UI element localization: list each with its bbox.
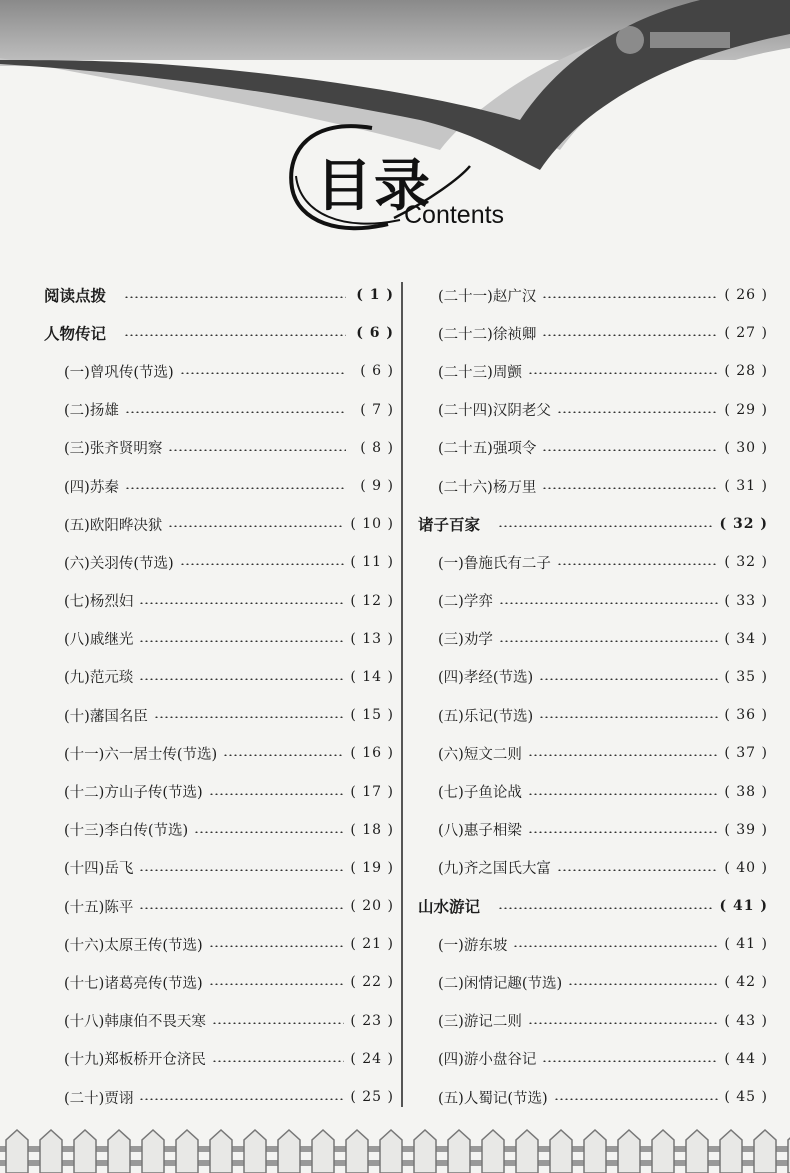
page-number: ( 40 ) — [724, 860, 768, 876]
dot-leader — [194, 831, 344, 833]
toc-entry[interactable] — [418, 276, 768, 314]
dot-leader — [528, 754, 719, 756]
page-number: ( 1 ) — [352, 287, 394, 303]
toc-section[interactable] — [418, 887, 768, 925]
toc-entry[interactable] — [418, 963, 768, 1001]
entry-title: (七)子鱼论战 — [438, 785, 522, 802]
toc-entry[interactable] — [44, 811, 394, 849]
page-number: ( 44 ) — [724, 1051, 768, 1067]
entry-title: (六)短文二则 — [438, 746, 522, 763]
page-number: ( 43 ) — [724, 1013, 768, 1029]
page-number: ( 36 ) — [724, 707, 768, 723]
entry-title: (五)人蜀记(节选) — [438, 1090, 548, 1107]
fence-picket — [652, 1130, 674, 1173]
entry-title: (三)劝学 — [438, 632, 493, 649]
fence-footer-decoration — [0, 1128, 790, 1173]
entry-title: (二十一)赵广汉 — [438, 288, 537, 305]
column-divider — [401, 282, 403, 1107]
toc-section[interactable] — [44, 276, 394, 314]
dot-leader — [542, 449, 718, 451]
dot-leader — [124, 296, 346, 298]
dot-leader — [542, 296, 718, 298]
toc-entry[interactable] — [44, 772, 394, 810]
entry-title: (二十四)汉阴老父 — [438, 403, 551, 420]
dot-leader — [499, 602, 719, 604]
toc-entry[interactable] — [44, 734, 394, 772]
fence-picket — [754, 1130, 776, 1173]
entry-title: (二)扬雄 — [64, 403, 119, 420]
dot-leader — [139, 869, 344, 871]
dot-leader — [168, 449, 346, 451]
entry-title: (九)齐之国氏大富 — [438, 861, 551, 878]
entry-title: (十三)李白传(节选) — [64, 823, 189, 840]
dot-leader — [528, 372, 719, 374]
toc-entry[interactable] — [418, 620, 768, 658]
entry-title: (五)乐记(节选) — [438, 708, 534, 725]
toc-entry[interactable] — [44, 582, 394, 620]
fence-picket — [74, 1130, 96, 1173]
entry-title: (一)鲁施氏有二子 — [438, 555, 551, 572]
entry-title: (二)学弈 — [438, 594, 493, 611]
dot-leader — [528, 793, 719, 795]
fence-picket — [380, 1130, 402, 1173]
toc-entry[interactable] — [44, 352, 394, 390]
page-number: ( 35 ) — [724, 669, 768, 685]
entry-title: (十八)韩康伯不畏天寒 — [64, 1014, 206, 1031]
toc-entry[interactable] — [418, 1040, 768, 1078]
page-number: ( 31 ) — [724, 478, 768, 494]
entry-title: (六)关羽传(节选) — [64, 555, 174, 572]
page-number: ( 11 ) — [350, 554, 394, 570]
toc-entry[interactable] — [418, 811, 768, 849]
toc-entry[interactable] — [44, 658, 394, 696]
dot-leader — [209, 945, 345, 947]
entry-title: (十七)诸葛亮传(节选) — [64, 975, 203, 992]
page-number: ( 37 ) — [724, 745, 768, 761]
dot-leader — [554, 1098, 719, 1100]
entry-title: (十六)太原王传(节选) — [64, 937, 203, 954]
page-number: ( 32 ) — [724, 554, 768, 570]
toc-entry[interactable] — [44, 1078, 394, 1116]
entry-title: (八)惠子相梁 — [438, 823, 522, 840]
page-number: ( 17 ) — [350, 784, 394, 800]
page-number: ( 38 ) — [724, 784, 768, 800]
fence-picket — [346, 1130, 368, 1173]
page-number: ( 9 ) — [352, 478, 394, 494]
toc-entry[interactable] — [44, 391, 394, 429]
dot-leader — [139, 640, 344, 642]
dot-leader — [528, 831, 719, 833]
dot-leader — [223, 754, 344, 756]
toc-entry[interactable] — [44, 429, 394, 467]
dot-leader — [568, 983, 718, 985]
page-number: ( 42 ) — [724, 974, 768, 990]
page-number: ( 22 ) — [350, 974, 394, 990]
dot-leader — [180, 563, 345, 565]
dot-leader — [498, 907, 714, 909]
page-number: ( 21 ) — [350, 936, 394, 952]
entry-title: 诸子百家 — [418, 515, 481, 535]
entry-title: (二十六)杨万里 — [438, 479, 537, 496]
dot-leader — [539, 716, 718, 718]
page-number: ( 26 ) — [724, 287, 768, 303]
fence-picket — [686, 1130, 708, 1173]
entry-title: (十九)郑板桥开仓济民 — [64, 1052, 206, 1069]
page-number: ( 39 ) — [724, 822, 768, 838]
toc-entry[interactable] — [418, 429, 768, 467]
entry-title: 阅读点拨 — [44, 286, 107, 306]
entry-title: (三)张齐贤明察 — [64, 441, 163, 458]
fence-picket — [6, 1130, 28, 1173]
page-number: ( 6 ) — [352, 363, 394, 379]
dot-leader — [125, 411, 346, 413]
page-number: ( 19 ) — [350, 860, 394, 876]
toc-entry[interactable] — [44, 505, 394, 543]
fence-picket — [618, 1130, 640, 1173]
page-number: ( 13 ) — [350, 631, 394, 647]
fence-picket — [244, 1130, 266, 1173]
fence-picket — [516, 1130, 538, 1173]
fence-picket — [414, 1130, 436, 1173]
dot-leader — [180, 372, 346, 374]
toc-entry[interactable] — [418, 658, 768, 696]
toc-entry[interactable] — [44, 467, 394, 505]
page-number: ( 23 ) — [350, 1013, 394, 1029]
entry-title: (三)游记二则 — [438, 1014, 522, 1031]
toc-entry[interactable] — [418, 925, 768, 963]
entry-title: 山水游记 — [418, 897, 481, 917]
entry-title: (八)戚继光 — [64, 632, 134, 649]
toc-entry[interactable] — [418, 696, 768, 734]
entry-title: (十一)六一居士传(节选) — [64, 746, 218, 763]
toc-entry[interactable] — [418, 772, 768, 810]
entry-title: (二十)贾诩 — [64, 1090, 134, 1107]
toc-entry[interactable] — [44, 849, 394, 887]
fence-picket — [584, 1130, 606, 1173]
entry-title: (十五)陈平 — [64, 899, 134, 916]
page-number: ( 32 ) — [720, 516, 768, 532]
page-number: ( 33 ) — [724, 593, 768, 609]
toc-entry[interactable] — [418, 543, 768, 581]
dot-leader — [125, 487, 346, 489]
entry-title: (四)孝经(节选) — [438, 670, 534, 687]
dot-leader — [139, 907, 344, 909]
dot-leader — [139, 1098, 344, 1100]
page-number: ( 34 ) — [724, 631, 768, 647]
dot-leader — [209, 983, 345, 985]
entry-title: (五)欧阳晔决狱 — [64, 517, 163, 534]
toc-entry[interactable] — [418, 582, 768, 620]
dot-leader — [209, 793, 345, 795]
dot-leader — [542, 334, 718, 336]
page-number: ( 14 ) — [350, 669, 394, 685]
toc-entry[interactable] — [418, 1002, 768, 1040]
dot-leader — [498, 525, 714, 527]
title-english: Contents — [404, 201, 505, 229]
toc-entry[interactable] — [418, 734, 768, 772]
dot-leader — [139, 678, 344, 680]
toc-entry[interactable] — [44, 887, 394, 925]
dot-leader — [139, 602, 344, 604]
entry-title: (一)游东坡 — [438, 937, 508, 954]
fence-picket — [482, 1130, 504, 1173]
toc-entry[interactable] — [44, 696, 394, 734]
fence-picket — [720, 1130, 742, 1173]
page-number: ( 25 ) — [350, 1089, 394, 1105]
page-number: ( 6 ) — [352, 325, 394, 341]
entry-title: (一)曾巩传(节选) — [64, 364, 174, 381]
fence-picket — [142, 1130, 164, 1173]
page-number: ( 18 ) — [350, 822, 394, 838]
dot-leader — [557, 869, 719, 871]
dot-leader — [499, 640, 719, 642]
dot-leader — [212, 1022, 345, 1024]
toc-entry[interactable] — [418, 1078, 768, 1116]
dot-leader — [542, 1060, 718, 1062]
entry-title: (四)游小盘谷记 — [438, 1052, 537, 1069]
entry-title: (四)苏秦 — [64, 479, 119, 496]
page-number: ( 30 ) — [724, 440, 768, 456]
page-number: ( 15 ) — [350, 707, 394, 723]
entry-title: (七)杨烈妇 — [64, 594, 134, 611]
entry-title: (二)闲情记趣(节选) — [438, 975, 563, 992]
title-chinese: 目录 — [316, 154, 432, 219]
toc-entry[interactable] — [44, 925, 394, 963]
toc-section[interactable] — [418, 505, 768, 543]
toc-entry[interactable] — [44, 1002, 394, 1040]
entry-title: (二十二)徐祯卿 — [438, 326, 537, 343]
toc-entry[interactable] — [44, 963, 394, 1001]
dot-leader — [542, 487, 718, 489]
page-number: ( 24 ) — [350, 1051, 394, 1067]
dot-leader — [513, 945, 718, 947]
entry-title: 人物传记 — [44, 324, 107, 344]
toc-entry[interactable] — [418, 391, 768, 429]
page-heading — [0, 0, 790, 260]
page-number: ( 29 ) — [724, 402, 768, 418]
dot-leader — [539, 678, 718, 680]
entry-title: (九)范元琰 — [64, 670, 134, 687]
fence-picket — [210, 1130, 232, 1173]
page-number: ( 20 ) — [350, 898, 394, 914]
dot-leader — [557, 563, 719, 565]
entry-title: (十四)岳飞 — [64, 861, 134, 878]
page-number: ( 41 ) — [724, 936, 768, 952]
page-number: ( 28 ) — [724, 363, 768, 379]
entry-title: (十二)方山子传(节选) — [64, 785, 203, 802]
page-number: ( 10 ) — [350, 516, 394, 532]
page-number: ( 41 ) — [720, 898, 768, 914]
fence-picket — [108, 1130, 130, 1173]
toc-entry[interactable] — [418, 314, 768, 352]
toc-right-column — [418, 276, 768, 1116]
toc-entry[interactable] — [418, 849, 768, 887]
toc-entry[interactable] — [418, 352, 768, 390]
entry-title: (二十五)强项令 — [438, 441, 537, 458]
dot-leader — [168, 525, 344, 527]
fence-picket — [176, 1130, 198, 1173]
dot-leader — [212, 1060, 345, 1062]
page-number: ( 16 ) — [350, 745, 394, 761]
fence-picket — [40, 1130, 62, 1173]
fence-picket — [278, 1130, 300, 1173]
dot-leader — [557, 411, 719, 413]
dot-leader — [154, 716, 345, 718]
fence-picket — [550, 1130, 572, 1173]
toc-entry[interactable] — [44, 1040, 394, 1078]
entry-title: (十)藩国名臣 — [64, 708, 148, 725]
page-number: ( 8 ) — [352, 440, 394, 456]
dot-leader — [528, 1022, 719, 1024]
entry-title: (二十三)周颤 — [438, 364, 522, 381]
page-number: ( 7 ) — [352, 402, 394, 418]
page-number: ( 45 ) — [724, 1089, 768, 1105]
page-number: ( 12 ) — [350, 593, 394, 609]
dot-leader — [124, 334, 346, 336]
toc-entry[interactable] — [44, 543, 394, 581]
page-number: ( 27 ) — [724, 325, 768, 341]
toc-entry[interactable] — [44, 620, 394, 658]
fence-picket — [448, 1130, 470, 1173]
toc-section[interactable] — [44, 314, 394, 352]
toc-left-column — [44, 276, 394, 1116]
fence-picket — [312, 1130, 334, 1173]
toc-entry[interactable] — [418, 467, 768, 505]
